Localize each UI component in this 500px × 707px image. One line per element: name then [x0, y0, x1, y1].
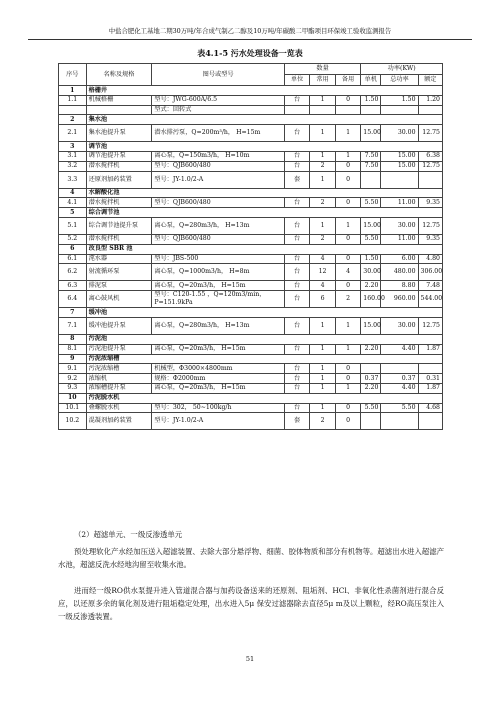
cell-rated: 7.48	[418, 281, 442, 291]
cell-total: 30.00	[381, 217, 418, 234]
cell-rated: 9.35	[418, 234, 442, 244]
section-row	[59, 142, 443, 152]
cell-unit: 台	[284, 95, 309, 105]
cell-single: 2.20	[361, 344, 381, 354]
cell-common: 2	[310, 198, 335, 208]
header-common: 常用	[310, 75, 335, 86]
table-row	[59, 125, 443, 142]
cell-unit: 台	[284, 264, 309, 281]
cell-common: 4	[310, 254, 335, 264]
cell-single: 5.50	[361, 234, 381, 244]
cell-seq: 10.1	[59, 403, 87, 413]
cell-model: 潜水排污泵，Q=200m³/h， H=15m	[152, 125, 285, 142]
cell-single: 30.00	[361, 264, 381, 281]
page-header: 中盐合肥化工基地二期30万吨/年合成气制乙二醇及10万吨/年碳酸二甲酯项目环保竣工验收监测报告	[28, 25, 472, 40]
table-row	[59, 364, 443, 374]
cell-single: 5.50	[361, 198, 381, 208]
cell-model: 型号：302， 50~100kg/h	[152, 403, 285, 413]
section-row	[59, 334, 443, 344]
cell-model: 型号：JBS-500	[152, 254, 285, 264]
cell-name	[86, 105, 152, 115]
cell-model: 型号：JY-1.0/2-A	[152, 171, 285, 188]
cell-total: 960.00	[381, 291, 418, 308]
cell-single	[361, 364, 381, 374]
cell-rated: 12.75	[418, 317, 442, 334]
cell-common: 6	[310, 291, 335, 308]
cell-common: 1	[310, 364, 335, 374]
table-row	[59, 95, 443, 105]
cell-seq: 6.2	[59, 264, 87, 281]
cell-model: 离心泵，Q=20m3/h， H=15m	[152, 383, 285, 393]
table-row	[59, 344, 443, 354]
cell-name: 叠螺脱水机	[86, 403, 152, 413]
cell-single: 1.50	[361, 95, 381, 105]
cell-total: 4.40	[381, 383, 418, 393]
cell-seq	[59, 105, 87, 115]
header-model: 图号或型号	[152, 64, 285, 86]
section-title: 污泥浓缩槽	[86, 354, 442, 364]
cell-total: 11.00	[381, 198, 418, 208]
cell-seq: 1.1	[59, 95, 87, 105]
section-number: 8	[59, 334, 87, 344]
cell-seq: 6.4	[59, 291, 87, 308]
cell-model: 规格：Φ2000mm	[152, 374, 285, 384]
cell-rated: 12.75	[418, 217, 442, 234]
cell-common: 1	[310, 151, 335, 161]
cell-total: 480.00	[381, 264, 418, 281]
header-rated: 额定	[418, 75, 442, 86]
cell-seq: 9.2	[59, 374, 87, 384]
section-row	[59, 86, 443, 96]
section-row	[59, 115, 443, 125]
equipment-table	[58, 63, 443, 430]
table-row	[59, 291, 443, 308]
cell-spare: 1	[335, 151, 360, 161]
cell-total: 5.50	[381, 403, 418, 413]
paragraph-subheading: （2）超滤单元、一级反渗透单元	[74, 530, 183, 539]
cell-seq: 7.1	[59, 317, 87, 334]
cell-seq: 9.3	[59, 383, 87, 393]
section-row	[59, 188, 443, 198]
cell-total: 8.80	[381, 281, 418, 291]
cell-unit: 台	[284, 125, 309, 142]
table-body	[59, 86, 443, 430]
cell-unit: 台	[284, 161, 309, 171]
table-row	[59, 171, 443, 188]
cell-unit: 台	[284, 317, 309, 334]
cell-rated	[418, 171, 442, 188]
cell-spare: 0	[335, 95, 360, 105]
cell-name: 潜水搅拌机	[86, 234, 152, 244]
cell-common: 4	[310, 281, 335, 291]
cell-common: 1	[310, 317, 335, 334]
page-number: 51	[245, 655, 255, 663]
table-caption: 表4.1-5 污水处理设备一览表	[197, 48, 303, 58]
cell-name: 集水池提升泵	[86, 125, 152, 142]
cell-single	[361, 413, 381, 430]
cell-total: 11.00	[381, 234, 418, 244]
cell-single: 1.50	[361, 254, 381, 264]
cell-model: 离心泵，Q=280m3/h， H=13m	[152, 217, 285, 234]
cell-unit: 套	[284, 171, 309, 188]
cell-model: 离心泵，Q=150m3/h， H=10m	[152, 151, 285, 161]
cell-spare: 1	[335, 344, 360, 354]
cell-single: 5.50	[361, 403, 381, 413]
section-title: 改良型 SBR 池	[86, 244, 442, 254]
cell-seq: 3.2	[59, 161, 87, 171]
cell-name: 机械格栅	[86, 95, 152, 105]
cell-seq: 5.2	[59, 234, 87, 244]
cell-name: 潜水搅拌机	[86, 198, 152, 208]
cell-common: 1	[310, 374, 335, 384]
cell-seq: 9.1	[59, 364, 87, 374]
cell-unit: 台	[284, 217, 309, 234]
cell-seq: 10.2	[59, 413, 87, 430]
cell-unit	[284, 105, 309, 115]
cell-seq: 6.1	[59, 254, 87, 264]
cell-seq: 6.3	[59, 281, 87, 291]
cell-total: 0.37	[381, 374, 418, 384]
header-name: 名称及规格	[86, 64, 152, 86]
section-title: 综合调节池	[86, 208, 442, 218]
table-row	[59, 413, 443, 430]
table-row	[59, 151, 443, 161]
cell-spare: 0	[335, 364, 360, 374]
table-row	[59, 105, 443, 115]
section-number: 10	[59, 393, 87, 403]
cell-unit: 台	[284, 234, 309, 244]
cell-single: 2.20	[361, 281, 381, 291]
cell-spare: 4	[335, 264, 360, 281]
cell-total: 30.00	[381, 317, 418, 334]
cell-spare: 1	[335, 383, 360, 393]
paragraph-pretreatment: 预处理软化产水经加压送入超滤装置、去除大部分悬浮物、细菌、胶体物质和部分有机物等。超滤出水进入超滤产水池，超滤反洗水经地沟留至收集水池。	[58, 547, 444, 569]
cell-total: 15.00	[381, 151, 418, 161]
cell-rated: 544.00	[418, 291, 442, 308]
cell-total	[381, 364, 418, 374]
cell-name: 射流循环泵	[86, 264, 152, 281]
cell-total	[381, 171, 418, 188]
cell-total: 30.00	[381, 125, 418, 142]
header-total: 总功率	[381, 75, 418, 86]
table-row	[59, 198, 443, 208]
cell-total: 6.00	[381, 254, 418, 264]
table-row	[59, 264, 443, 281]
cell-seq: 3.3	[59, 171, 87, 188]
cell-rated	[418, 364, 442, 374]
header-quantity: 数量	[284, 64, 360, 75]
section-row	[59, 244, 443, 254]
cell-common: 1	[310, 125, 335, 142]
cell-unit: 台	[284, 281, 309, 291]
cell-name: 排泥泵	[86, 281, 152, 291]
cell-common: 1	[310, 217, 335, 234]
cell-unit: 台	[284, 344, 309, 354]
cell-common	[310, 105, 335, 115]
cell-spare: 0	[335, 281, 360, 291]
cell-spare: 0	[335, 161, 360, 171]
header-spare: 备用	[335, 75, 360, 86]
cell-spare: 0	[335, 198, 360, 208]
cell-name: 污泥池提升泵	[86, 344, 152, 354]
cell-common: 1	[310, 95, 335, 105]
section-number: 5	[59, 208, 87, 218]
paragraph-ro-feed: 进而经一级RO供水泵提升进入管道混合器与加药设备送来的还原剂、阻垢剂、HCl、非氧化性杀菌剂进行混合反应，以还原多余的氧化剂及进行阻垢稳定处理，出水进入5μ 保安过滤器除去直径5μ m及以上颗粒，经RO高压泵注入一级反渗透装置。	[58, 586, 444, 621]
cell-model: 离心泵，Q=1000m3/h， H=8m	[152, 264, 285, 281]
section-number: 7	[59, 308, 87, 318]
section-number: 3	[59, 142, 87, 152]
cell-spare	[335, 105, 360, 115]
section-title: 格栅井	[86, 86, 442, 96]
cell-name: 综合调节池提升泵	[86, 217, 152, 234]
cell-spare: 1	[335, 125, 360, 142]
section-row	[59, 393, 443, 403]
cell-unit: 台	[284, 364, 309, 374]
section-number: 6	[59, 244, 87, 254]
cell-rated: 306.00	[418, 264, 442, 281]
cell-spare: 0	[335, 403, 360, 413]
cell-model: 离心泵，Q=20m3/h， H=15m	[152, 281, 285, 291]
cell-rated: 0.31	[418, 374, 442, 384]
cell-name: 混凝剂加药装置	[86, 413, 152, 430]
cell-single: 7.50	[361, 161, 381, 171]
section-title: 调节池	[86, 142, 442, 152]
cell-single: 7.50	[361, 151, 381, 161]
cell-seq: 8.1	[59, 344, 87, 354]
cell-spare: 0	[335, 374, 360, 384]
cell-rated: 9.35	[418, 198, 442, 208]
table-row	[59, 217, 443, 234]
cell-single: 0.37	[361, 374, 381, 384]
cell-total: 4.40	[381, 344, 418, 354]
section-title: 污泥池	[86, 334, 442, 344]
cell-unit: 台	[284, 291, 309, 308]
cell-unit: 台	[284, 403, 309, 413]
cell-name: 浓缩槽提升泵	[86, 383, 152, 393]
cell-common: 2	[310, 413, 335, 430]
table-row	[59, 403, 443, 413]
cell-rated: 1.87	[418, 344, 442, 354]
table-row	[59, 317, 443, 334]
cell-model: 型式：回转式	[152, 105, 285, 115]
cell-single: 15.00	[361, 125, 381, 142]
section-title: 集水池	[86, 115, 442, 125]
section-number: 1	[59, 86, 87, 96]
cell-model: 型号：JWG-600A/6.5	[152, 95, 285, 105]
cell-total: 1.50	[381, 95, 418, 105]
cell-model: 离心泵，Q=20m3/h， H=15m	[152, 344, 285, 354]
table-row	[59, 281, 443, 291]
section-row	[59, 354, 443, 364]
cell-name: 调节池提升泵	[86, 151, 152, 161]
cell-name: 离心鼓风机	[86, 291, 152, 308]
cell-spare: 2	[335, 291, 360, 308]
cell-model: 离心泵，Q=280m3/h， H=13m	[152, 317, 285, 334]
cell-single: 15.00	[361, 217, 381, 234]
cell-spare: 1	[335, 317, 360, 334]
cell-unit: 台	[284, 374, 309, 384]
cell-single: 2.20	[361, 383, 381, 393]
section-row	[59, 308, 443, 318]
cell-model: 型号：QJB600/480	[152, 198, 285, 208]
cell-single: 15.00	[361, 317, 381, 334]
cell-single: 160.00	[361, 291, 381, 308]
section-title: 水解酸化池	[86, 188, 442, 198]
cell-spare: 0	[335, 234, 360, 244]
cell-common: 1	[310, 403, 335, 413]
cell-name: 缓冲池提升泵	[86, 317, 152, 334]
cell-name: 潜水搅拌机	[86, 161, 152, 171]
table-row	[59, 383, 443, 393]
cell-total	[381, 413, 418, 430]
section-title: 污泥脱水机	[86, 393, 442, 403]
cell-rated	[418, 413, 442, 430]
cell-model: 型号：C120-1.55 ，Q=120m3/min，P=151.9kPa	[152, 291, 285, 308]
cell-common: 1	[310, 344, 335, 354]
cell-single	[361, 105, 381, 115]
cell-name: 污泥浓缩槽	[86, 364, 152, 374]
header-unit: 单位	[284, 75, 309, 86]
cell-seq: 4.1	[59, 198, 87, 208]
cell-total: 15.00	[381, 161, 418, 171]
section-number: 4	[59, 188, 87, 198]
cell-name: 滗水器	[86, 254, 152, 264]
cell-unit: 台	[284, 151, 309, 161]
section-number: 2	[59, 115, 87, 125]
header-single: 单机	[361, 75, 381, 86]
table-row	[59, 161, 443, 171]
section-number: 9	[59, 354, 87, 364]
cell-rated	[418, 105, 442, 115]
cell-seq: 3.1	[59, 151, 87, 161]
cell-spare: 1	[335, 217, 360, 234]
cell-model: 型号：QJB600/480	[152, 234, 285, 244]
cell-rated: 4.68	[418, 403, 442, 413]
cell-rated: 4.80	[418, 254, 442, 264]
cell-common: 2	[310, 234, 335, 244]
table-row	[59, 234, 443, 244]
cell-rated: 12.75	[418, 161, 442, 171]
cell-single	[361, 171, 381, 188]
cell-rated: 6.38	[418, 151, 442, 161]
cell-common: 1	[310, 383, 335, 393]
section-row	[59, 208, 443, 218]
cell-common: 12	[310, 264, 335, 281]
header-seq: 序号	[59, 64, 87, 86]
cell-unit: 台	[284, 198, 309, 208]
cell-seq: 5.1	[59, 217, 87, 234]
cell-name: 浓缩机	[86, 374, 152, 384]
cell-spare: 0	[335, 413, 360, 430]
table-row	[59, 374, 443, 384]
table-row	[59, 254, 443, 264]
cell-common: 2	[310, 161, 335, 171]
section-title: 缓冲池	[86, 308, 442, 318]
cell-unit: 套	[284, 413, 309, 430]
cell-rated: 1.20	[418, 95, 442, 105]
cell-total	[381, 105, 418, 115]
header-power: 功率(KW)	[361, 64, 443, 75]
cell-model: 型号：QJB600/480	[152, 161, 285, 171]
cell-name: 还原剂加药装置	[86, 171, 152, 188]
cell-spare: 0	[335, 171, 360, 188]
cell-rated: 12.75	[418, 125, 442, 142]
cell-spare: 0	[335, 254, 360, 264]
cell-seq: 2.1	[59, 125, 87, 142]
cell-model: 机械型，Φ3000×4800mm	[152, 364, 285, 374]
cell-rated: 1.87	[418, 383, 442, 393]
cell-unit: 台	[284, 254, 309, 264]
cell-model: 型号：JY-1.0/2-A	[152, 413, 285, 430]
cell-common: 1	[310, 171, 335, 188]
cell-unit: 台	[284, 383, 309, 393]
